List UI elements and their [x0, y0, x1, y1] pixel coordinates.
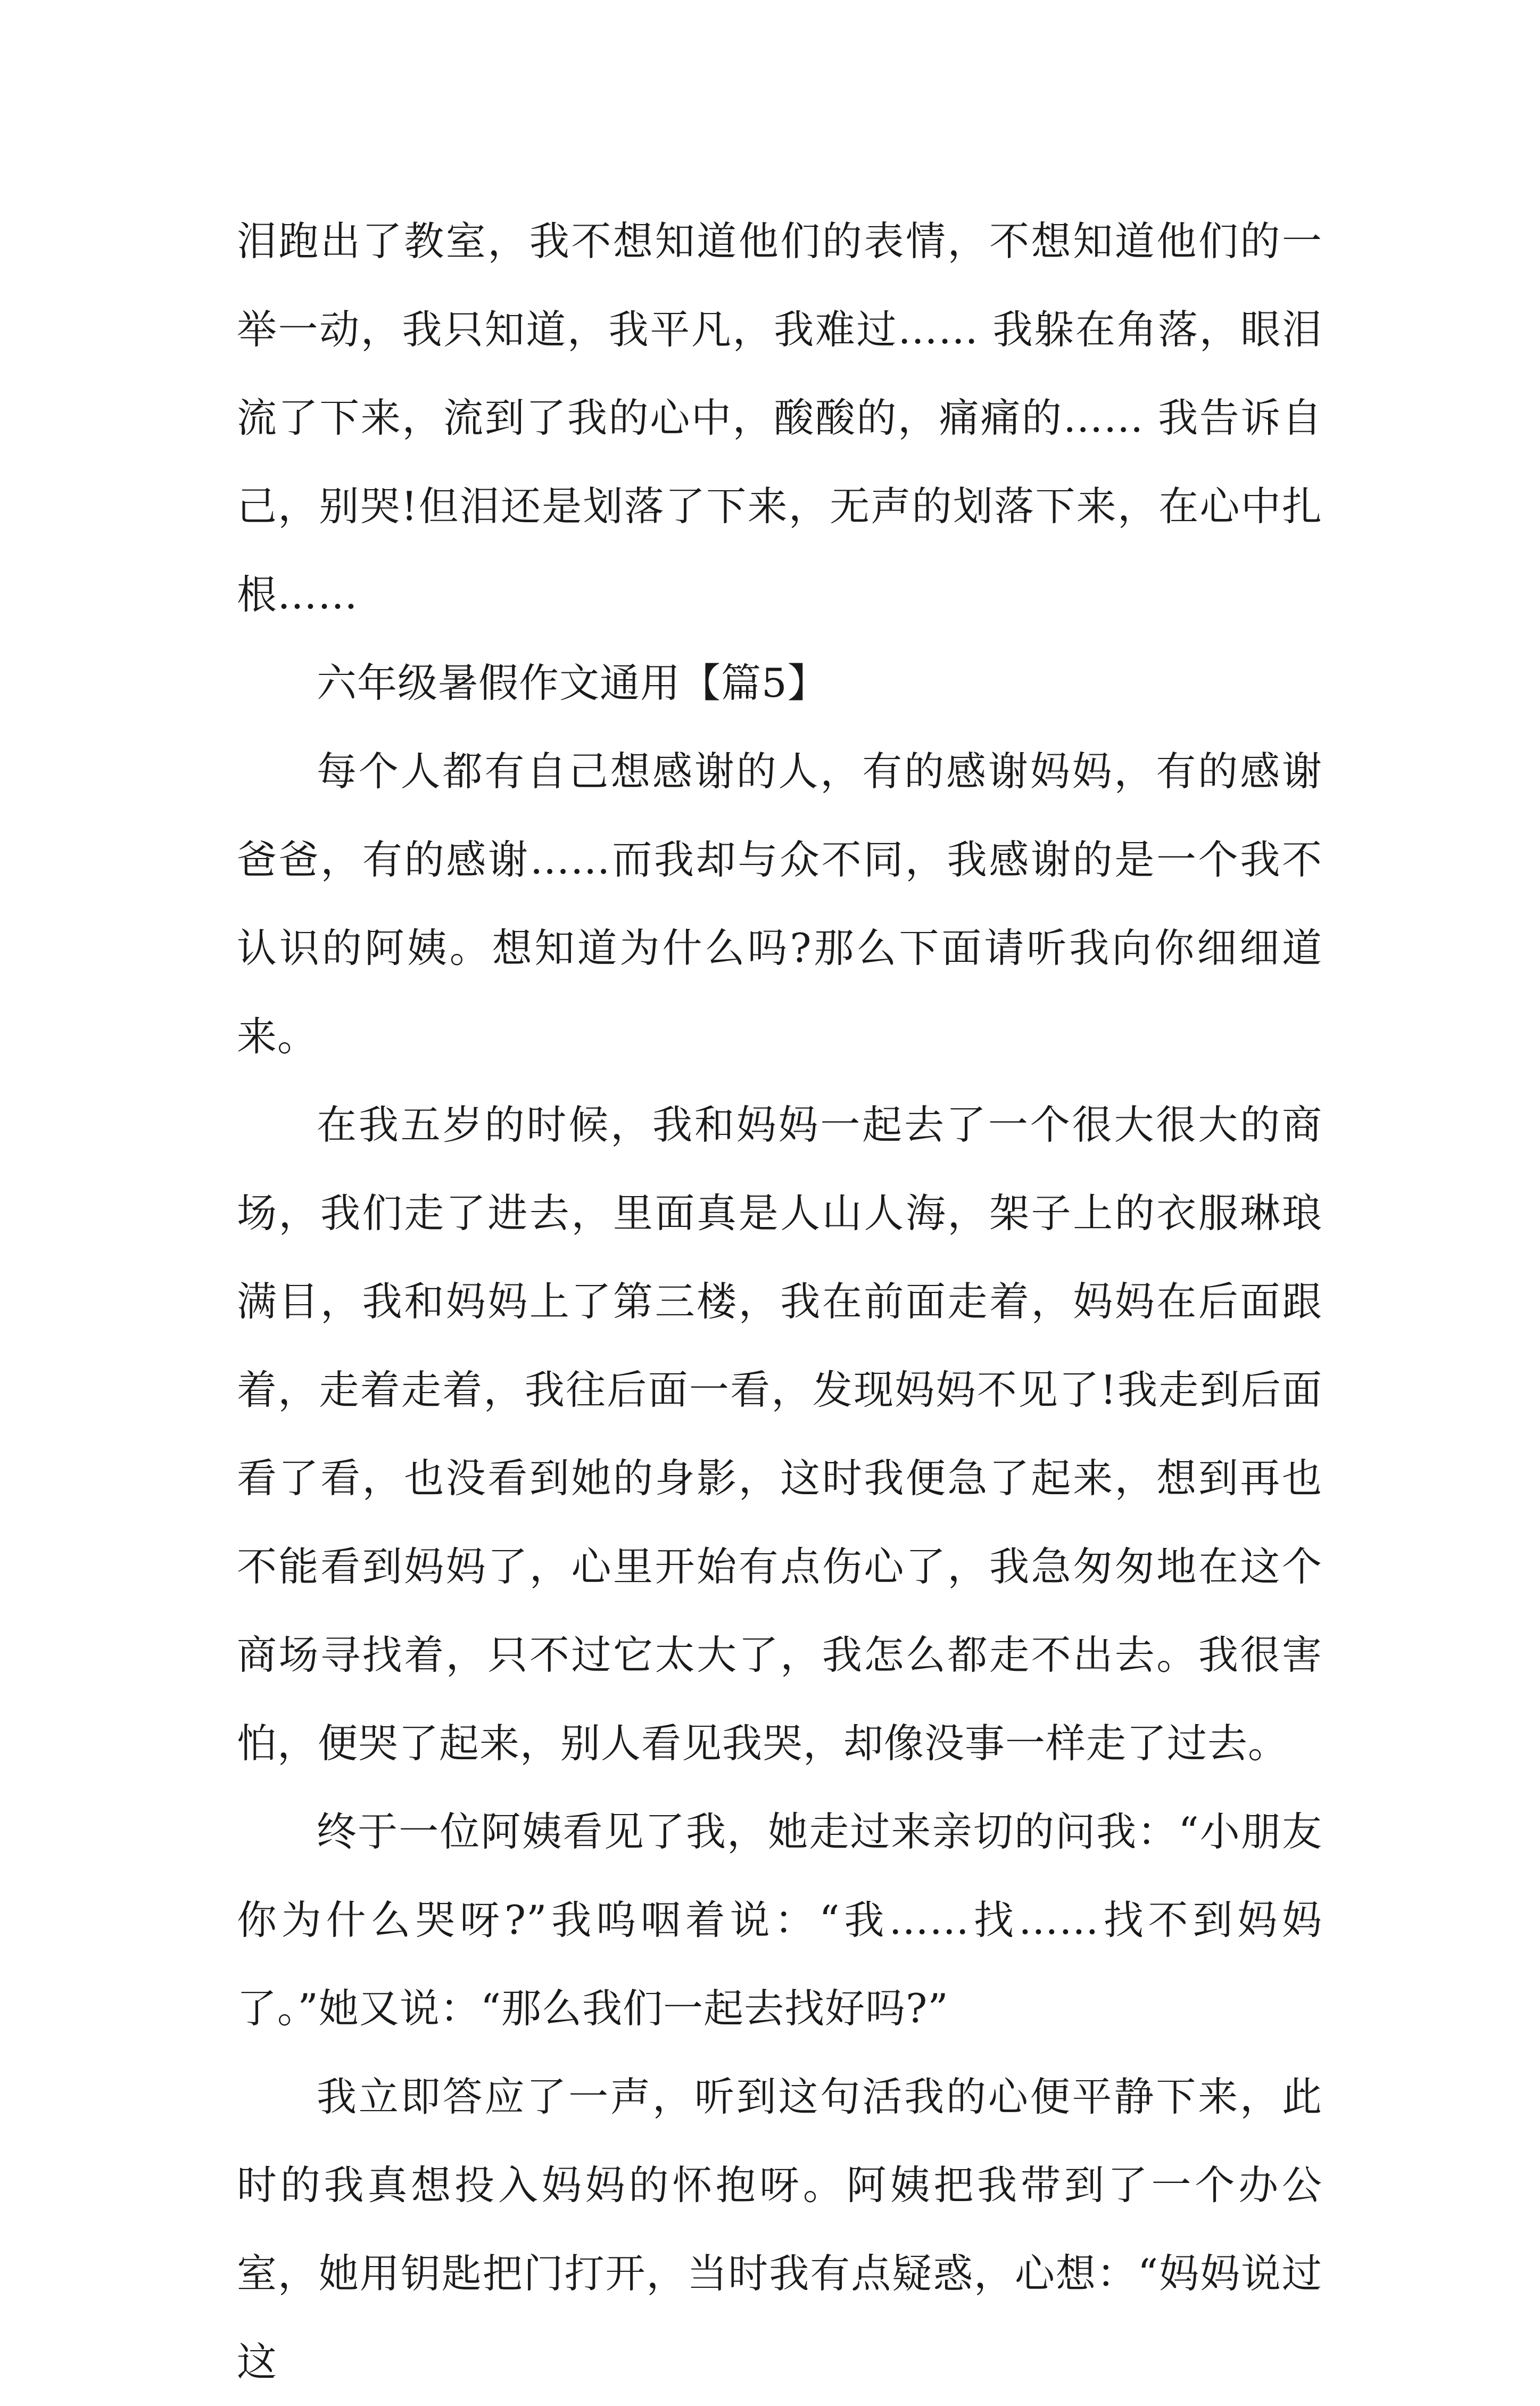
paragraph: 我立即答应了一声，听到这句活我的心便平静下来，此时的我真想投入妈妈的怀抱呀。阿姨把我带到了一个办公室，她用钥匙把门打开，当时我有点疑惑，心想：“妈妈说过这: [237, 2073, 1322, 2385]
paragraph: 每个人都有自己想感谢的人，有的感谢妈妈，有的感谢爸爸，有的感谢……而我却与众不同，我感谢的是一个我不认识的阿姨。想知道为什么吗?那么下面请听我向你细细道来。: [237, 748, 1322, 1060]
section-heading: 六年级暑假作文通用【篇5】: [317, 660, 828, 706]
document-body: [237, 197, 1322, 2406]
paragraph: 在我五岁的时候，我和妈妈一起去了一个很大很大的商场，我们走了进去，里面真是人山人海，架子上的衣服琳琅满目，我和妈妈上了第三楼，我在前面走着，妈妈在后面跟着，走着走着，我往后面一看，发现妈妈不见了!我走到后面看了看，也没看到她的身影，这时我便急了起来，想到再也不能看到妈妈了，心里开始有点伤心了，我急匆匆地在这个商场寻找着，只不过它太大了，我怎么都走不出去。我很害怕，便哭了起来，别人看见我哭，却像没事一样走了过去。: [237, 1101, 1322, 1767]
paragraph-continuation: 泪跑出了教室，我不想知道他们的表情，不想知道他们的一举一动，我只知道，我平凡，我难过…… 我躲在角落，眼泪流了下来，流到了我的心中，酸酸的，痛痛的…… 我告诉自己，别哭!但泪还是划落了下来，无声的划落下来，在心中扎根……: [237, 218, 1322, 618]
paragraph: 终于一位阿姨看见了我，她走过来亲切的问我：“小朋友你为什么哭呀?”我呜咽着说：“我……找……找不到妈妈了。”她又说：“那么我们一起去找好吗?”: [237, 1808, 1322, 2032]
